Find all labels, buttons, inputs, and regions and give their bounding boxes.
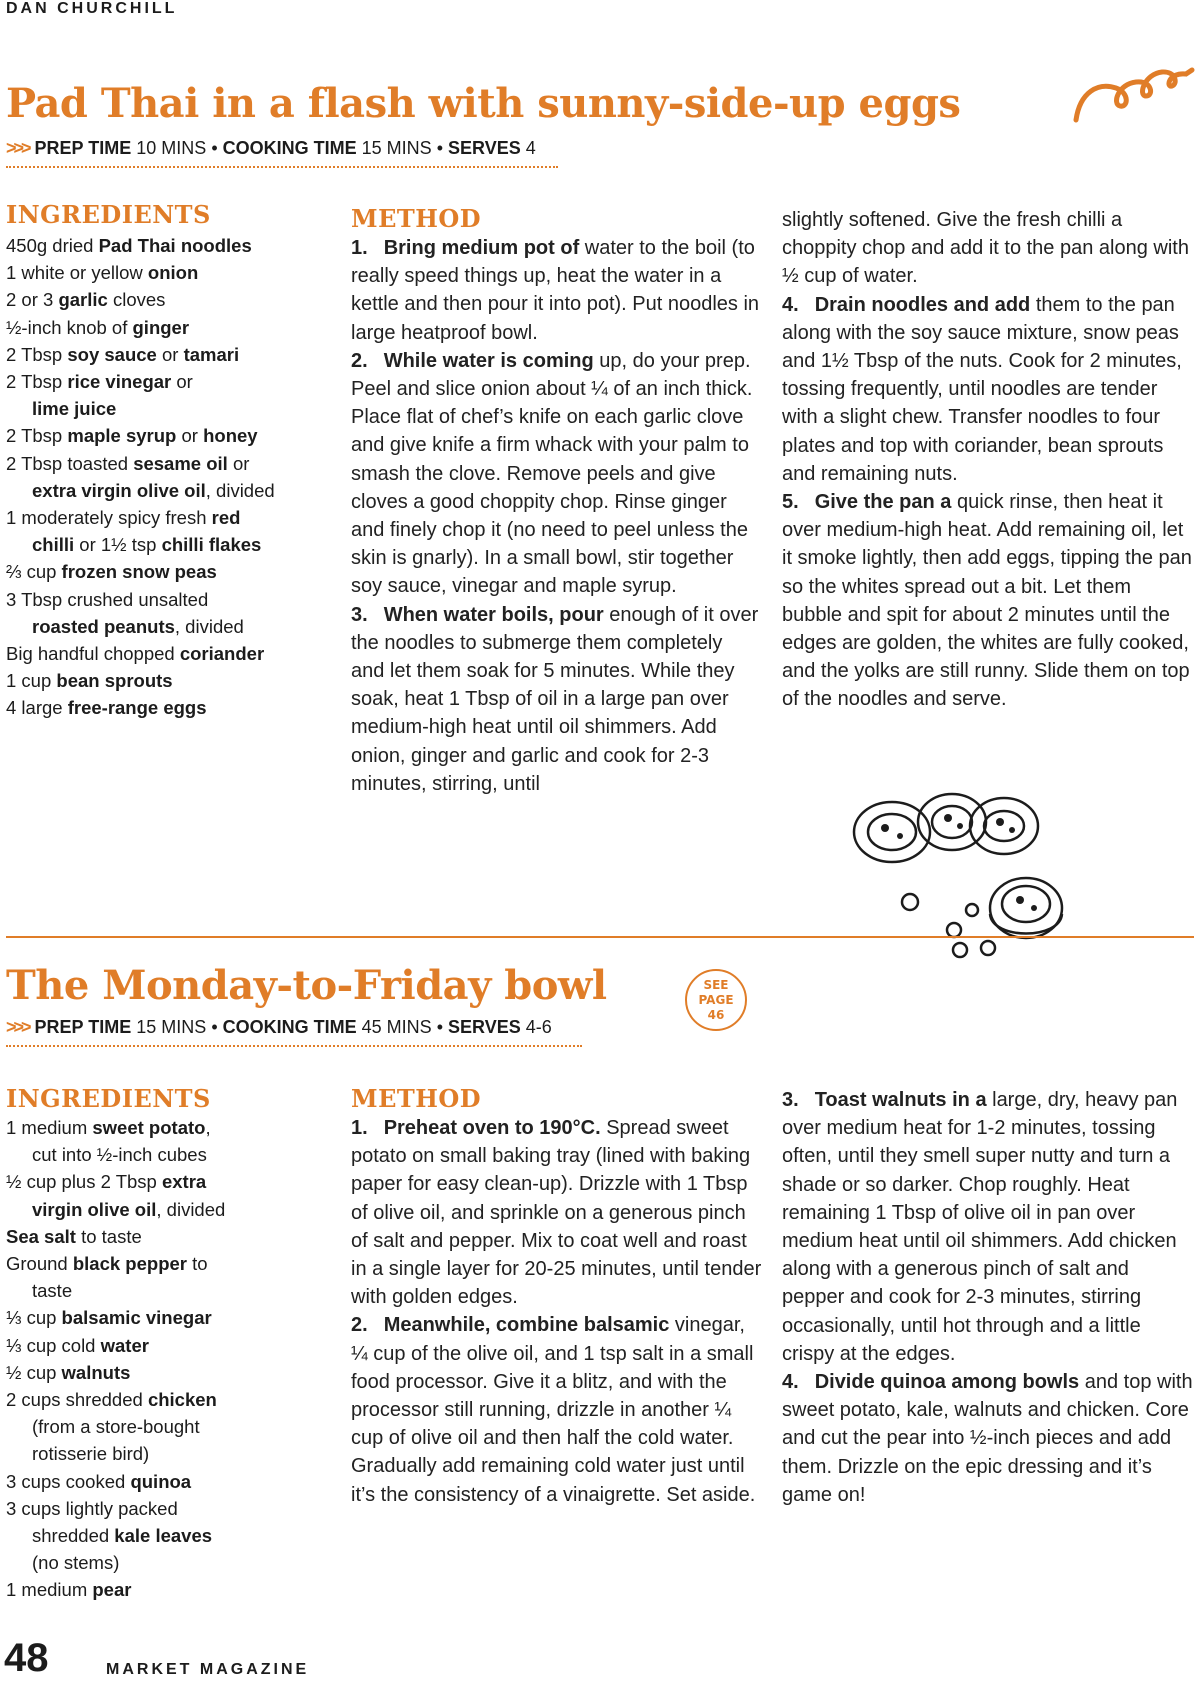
recipe1-method-col2: [782, 206, 1194, 714]
ingredient-item: rotisserie bird): [32, 1443, 150, 1465]
ingredient-item: 4 large free-range eggs: [6, 697, 207, 719]
recipe2-meta: >>> PREP TIME 15 MINS • COOKING TIME 45 MINS • SERVES 4-6: [6, 1017, 552, 1037]
ingredient-item: ½ cup walnuts: [6, 1361, 131, 1383]
recipe2-method-col2: [782, 1086, 1194, 1509]
ingredient-item: cut into ½-inch cubes: [32, 1144, 207, 1166]
method-continuation: slightly softened. Give the fresh chilli a choppity chop and add it to the pan along with ½ cup of water.: [782, 209, 1189, 288]
ingredient-item: Sea salt to taste: [6, 1225, 142, 1247]
ingredient-item: ⅓ cup cold water: [6, 1334, 149, 1356]
ingredient-item: Ground black pepper to: [6, 1253, 208, 1275]
method-step: 1. Preheat oven to 190°C. Spread sweet potato on small baking tray (lined with baking paper for easy clean-up). Drizzle with 1 Tbsp of olive oil, and sprinkle on a generous pinch of salt and pepper. Mix to coat well and roast in a single layer for 20-25 minutes, until tender with golden edges.: [351, 1117, 762, 1309]
recipe1-ingredients-list: [6, 232, 316, 722]
ingredient-item: ½ cup plus 2 Tbsp extra: [6, 1171, 207, 1193]
ingredient-item: ½-inch knob of ginger: [6, 316, 190, 338]
page-number: 48: [4, 1636, 49, 1680]
ingredient-item: 3 cups cooked quinoa: [6, 1470, 192, 1492]
recipe1-method-col1: [351, 234, 761, 798]
ingredient-item: 1 white or yellow onion: [6, 262, 199, 284]
ingredient-item: Big handful chopped coriander: [6, 643, 265, 665]
recipe2-method-col1: [351, 1114, 765, 1509]
recipe2-ingredients-heading: INGREDIENTS: [6, 1084, 211, 1113]
method-step: 3. Toast walnuts in a large, dry, heavy pan over medium heat for 1-2 minutes, tossing often, until they smell super nutty and turn a shade or so darker. Chop roughly. Heat remaining 1 Tbsp of olive oil in pan over medium heat until oil shimmers. Add chicken along with a generous pinch of salt and pepper and cook for 2-3 minutes, stirring occasionally, until hot through and a little crispy at the edges.: [782, 1089, 1178, 1365]
recipe-divider: [6, 936, 1194, 938]
ingredient-item: 2 Tbsp toasted sesame oil or: [6, 452, 250, 474]
ingredient-item: 450g dried Pad Thai noodles: [6, 235, 252, 256]
ingredient-item: extra virgin olive oil, divided: [32, 479, 275, 501]
ingredient-item: (from a store-bought: [32, 1416, 200, 1438]
ingredient-item: 2 or 3 garlic cloves: [6, 289, 166, 311]
ingredient-item: 2 Tbsp soy sauce or tamari: [6, 343, 240, 365]
ingredient-item: ⅔ cup frozen snow peas: [6, 561, 217, 583]
recipe2-method-heading: METHOD: [351, 1084, 482, 1113]
ingredient-item: 2 Tbsp rice vinegar or: [6, 371, 193, 393]
ingredient-item: ⅓ cup balsamic vinegar: [6, 1307, 212, 1329]
author-name: DAN CHURCHILL: [6, 0, 178, 17]
method-step: 4. Drain noodles and add them to the pan along with the soy sauce mixture, snow peas and 1½ Tbsp of the nuts. Cook for 2 minutes, tossing frequently, until noodles are tender with a slight chew. Transfer noodles to four plates and top with coriander, bean sprouts and remaining nuts.: [782, 293, 1182, 485]
recipe1-meta: >>> PREP TIME 10 MINS • COOKING TIME 15 MINS • SERVES 4: [6, 138, 536, 158]
ingredient-item: virgin olive oil, divided: [32, 1198, 226, 1220]
ingredient-item: taste: [32, 1280, 73, 1302]
ingredient-item: 3 Tbsp crushed unsalted: [6, 588, 209, 610]
ingredient-item: 1 cup bean sprouts: [6, 670, 173, 692]
ingredient-item: 1 medium sweet potato,: [6, 1117, 211, 1138]
method-step: 2. Meanwhile, combine balsamic vinegar, ¼ cup of the olive oil, and 1 tsp salt in a small food processor. Give it a blitz, and with the processor still running, drizzle in another ¼ cup of olive oil and then half the cold water. Gradually add remaining cold water just until it’s the consistency of a vinaigrette. Set aside.: [351, 1314, 756, 1506]
ingredient-item: 1 medium pear: [6, 1579, 132, 1601]
ingredient-item: (no stems): [32, 1552, 120, 1574]
see-page-badge[interactable]: SEE PAGE 46: [685, 969, 747, 1031]
recipe2-title: The Monday-to-Friday bowl: [6, 962, 607, 1009]
recipe1-method-heading: METHOD: [351, 204, 482, 233]
chevrons-icon: >>>: [6, 1017, 29, 1037]
chevrons-icon: >>>: [6, 138, 29, 158]
ingredient-item: roasted peanuts, divided: [32, 615, 244, 637]
swirl-decoration: [1068, 60, 1198, 130]
method-step: 4. Divide quinoa among bowls and top with sweet potato, kale, walnuts and chicken. Core and cut the pear into ½-inch pieces and add them. Drizzle on the epic dressing and it’s game on!: [782, 1371, 1193, 1506]
method-step: 1. Bring medium pot of water to the boil (to really speed things up, heat the water in a kettle and then pour it into pot). Put noodles in large heatproof bowl.: [351, 237, 760, 344]
ingredient-item: shredded kale leaves: [32, 1525, 213, 1547]
recipe1-ingredients-heading: INGREDIENTS: [6, 200, 211, 229]
method-step: 3. When water boils, pour enough of it over the noodles to submerge them completely and let them soak for 5 minutes. While they soak, heat 1 Tbsp of oil in a large pan over medium-high heat until oil shimmers. Add onion, ginger and garlic and cook for 2-3 minutes, stirring, until: [351, 603, 759, 795]
method-step: 2. While water is coming up, do your prep. Peel and slice onion about ¼ of an inch thick. Place flat of chef’s knife on each garlic clove and give knife a firm whack with your palm to smash the clove. Remove peels and give cloves a good choppity chop. Rinse ginger and finely chop it (no need to peel unless the skin is gnarly). In a small bowl, stir together soy sauce, vinegar and maple syrup.: [351, 349, 753, 598]
ingredient-item: 1 moderately spicy fresh red: [6, 507, 241, 529]
ingredient-item: 2 cups shredded chicken: [6, 1389, 217, 1411]
ingredient-item: 2 Tbsp maple syrup or honey: [6, 425, 258, 447]
ingredient-item: 3 cups lightly packed: [6, 1497, 178, 1519]
garlic-slices-illustration: [840, 790, 1070, 970]
recipe1-title: Pad Thai in a flash with sunny-side-up eggs: [6, 80, 961, 127]
recipe2-ingredients-list: [6, 1114, 316, 1604]
magazine-name: MARKET MAGAZINE: [106, 1661, 310, 1678]
ingredient-item: lime juice: [32, 398, 117, 420]
method-step: 5. Give the pan a quick rinse, then heat it over medium-high heat. Add remaining oil, let it smoke lightly, then add eggs, tipping the pan so the whites spread out a bit. Let them bubble and spit for about 2 minutes until the edges are golden, the whites are fully cooked, and the yolks are still runny. Slide them on top of the noodles and serve.: [782, 491, 1192, 711]
dotted-rule: [6, 166, 558, 168]
dotted-rule: [6, 1045, 582, 1047]
ingredient-item: chilli or 1½ tsp chilli flakes: [32, 534, 262, 556]
